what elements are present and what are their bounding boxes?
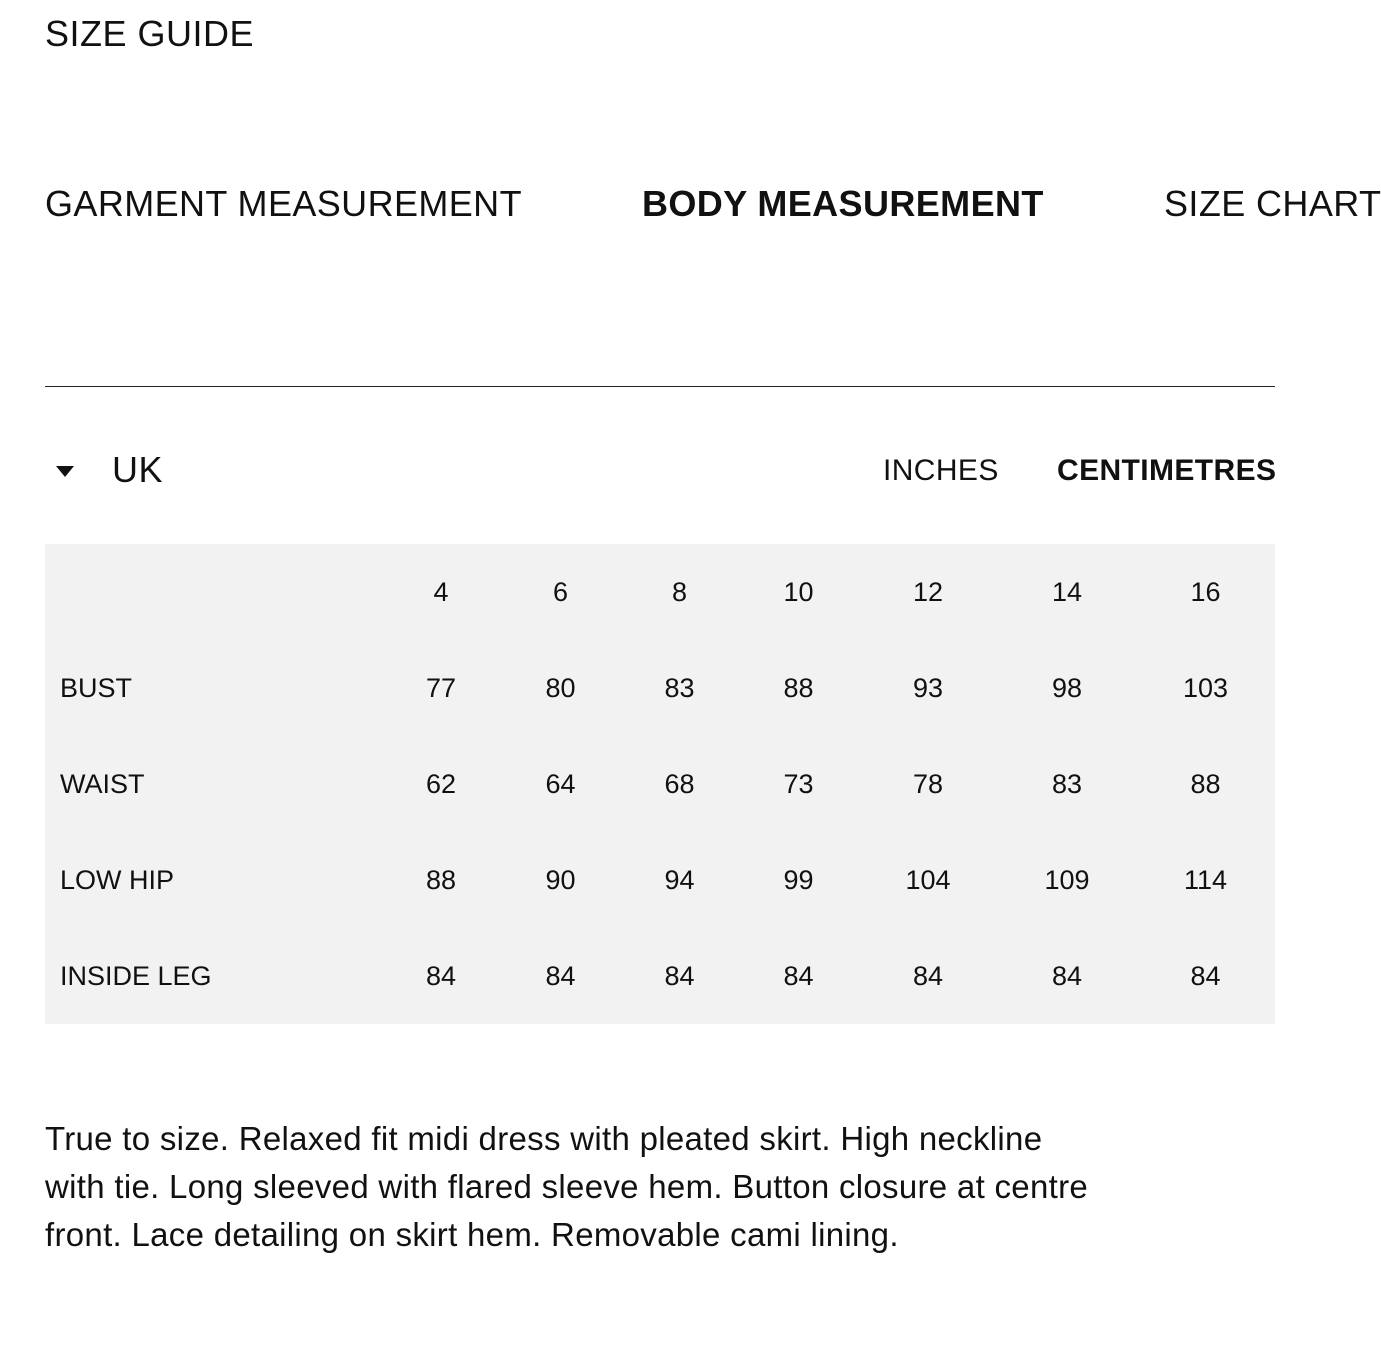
table-cell: 104: [905, 864, 951, 895]
table-row: [45, 736, 1275, 832]
row-label: WAIST: [60, 768, 145, 799]
table-cell: 84: [664, 960, 695, 991]
table-cell: 77: [425, 672, 457, 703]
product-fit-description: True to size. Relaxed fit midi dress with pleated skirt. High neckline with tie. Long sleeved with flared sleeve hem. Button closure at centre front. Lace detailing on skirt hem. Removable cami lining.: [45, 1120, 1089, 1253]
tab-body-measurement[interactable]: BODY MEASUREMENT: [642, 183, 1044, 224]
region-label: UK: [112, 449, 164, 490]
unit-toggle-inches[interactable]: INCHES: [883, 454, 999, 487]
size-header: 8: [671, 576, 688, 607]
table-cell: 83: [664, 672, 695, 703]
table-cell: 109: [1044, 864, 1090, 895]
row-label: INSIDE LEG: [60, 960, 212, 991]
size-header: 14: [1051, 576, 1083, 607]
table-cell: 62: [425, 768, 457, 799]
table-cell: 68: [664, 768, 695, 799]
measurement-tabs: [45, 182, 1381, 226]
table-cell: 83: [1051, 768, 1083, 799]
table-cell: 84: [912, 960, 944, 991]
size-header: 4: [433, 576, 449, 607]
tab-garment-measurement[interactable]: GARMENT MEASUREMENT: [45, 183, 522, 224]
table-cell: 84: [545, 960, 576, 991]
table-cell: 103: [1182, 672, 1229, 703]
table-cell: 64: [545, 768, 576, 799]
table-row: [45, 832, 1275, 928]
table-cell: 78: [912, 768, 944, 799]
caret-down-icon: [56, 466, 74, 477]
size-header-row: [45, 544, 1275, 640]
size-table: [45, 544, 1275, 1024]
section-divider: [45, 386, 1275, 387]
table-cell: 88: [783, 672, 814, 703]
table-cell: 98: [1051, 672, 1083, 703]
size-header: 10: [783, 576, 814, 607]
table-row: [45, 640, 1275, 736]
table-cell: 84: [1051, 960, 1083, 991]
table-cell: 99: [783, 864, 814, 895]
table-cell: 94: [664, 864, 695, 895]
table-row: [45, 928, 1275, 1024]
tab-size-chart[interactable]: SIZE CHART: [1164, 183, 1381, 224]
table-cell: 88: [425, 864, 457, 895]
unit-toggle-centimetres[interactable]: CENTIMETRES: [1057, 454, 1277, 487]
table-cell: 93: [912, 672, 944, 703]
table-cell: 80: [545, 672, 576, 703]
table-cell: 84: [425, 960, 457, 991]
size-header: 6: [552, 576, 569, 607]
size-header: 16: [1190, 576, 1221, 607]
table-cell: 88: [1190, 768, 1221, 799]
table-cell: 90: [545, 864, 576, 895]
page-title: SIZE GUIDE: [45, 13, 255, 54]
table-cell: 73: [783, 768, 814, 799]
region-dropdown[interactable]: [56, 448, 163, 492]
row-label: BUST: [60, 672, 133, 703]
table-cell: 84: [783, 960, 814, 991]
header-corner: [45, 544, 381, 640]
size-header: 12: [912, 576, 944, 607]
table-cell: 114: [1183, 864, 1228, 895]
table-cell: 84: [1190, 960, 1221, 991]
row-label: LOW HIP: [60, 864, 175, 895]
